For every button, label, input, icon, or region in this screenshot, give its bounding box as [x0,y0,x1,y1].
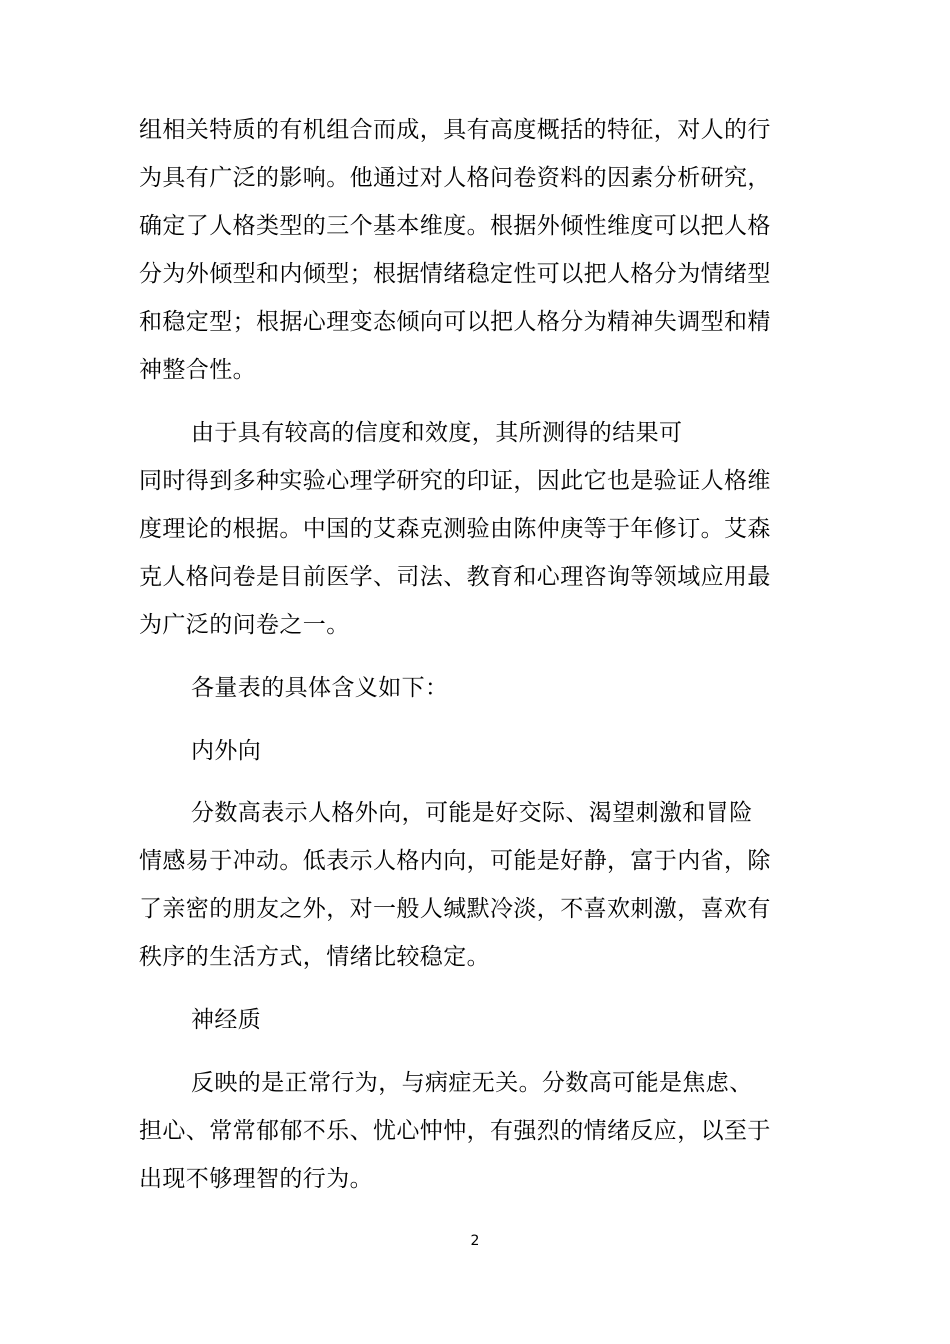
paragraph-1-line-1: 组相关特质的有机组合而成，具有高度概括的特征，对人的行 [139,117,771,143]
paragraph-1-line-2: 为具有广泛的影响。他通过对人格问卷资料的因素分析研究， [139,165,771,191]
neuroticism-line-2: 担心、常常郁郁不乐、忧心忡忡，有强烈的情绪反应，以至于 [139,1118,771,1144]
paragraph-2-line-1: 由于具有较高的信度和效度，其所测得的结果可 [191,420,683,446]
extraversion-line-4: 秩序的生活方式，情绪比较稳定。 [139,944,490,970]
neuroticism-line-3: 出现不够理智的行为。 [139,1166,373,1192]
paragraph-2-line-4: 克人格问卷是目前医学、司法、教育和心理咨询等领域应用最 [139,564,771,590]
paragraph-2-line-2: 同时得到多种实验心理学研究的印证，因此它也是验证人格维 [139,468,771,494]
paragraph-2-line-5: 为广泛的问卷之一。 [139,612,350,638]
scales-intro-line: 各量表的具体含义如下： [191,675,449,701]
paragraph-1-line-5: 和稳定型；根据心理变态倾向可以把人格分为精神失调型和精 [139,309,771,335]
paragraph-1-line-6: 神整合性。 [139,357,256,383]
extraversion-line-1: 分数高表示人格外向，可能是好交际、渴望刺激和冒险 [191,800,753,826]
paragraph-1-line-4: 分为外倾型和内倾型；根据情绪稳定性可以把人格分为情绪型 [139,261,771,287]
section-heading-extraversion: 内外向 [191,738,262,764]
section-heading-neuroticism: 神经质 [191,1007,262,1033]
page-number: 2 [470,1233,480,1249]
neuroticism-line-1: 反映的是正常行为，与病症无关。分数高可能是焦虑、 [191,1070,753,1096]
paragraph-1-line-3: 确定了人格类型的三个基本维度。根据外倾性维度可以把人格 [139,213,771,239]
extraversion-line-3: 了亲密的朋友之外，对一般人缄默冷淡，不喜欢刺激，喜欢有 [139,896,771,922]
paragraph-2-line-3: 度理论的根据。中国的艾森克测验由陈仲庚等于年修订。艾森 [139,516,771,542]
extraversion-line-2: 情感易于冲动。低表示人格内向，可能是好静，富于内省，除 [139,848,771,874]
